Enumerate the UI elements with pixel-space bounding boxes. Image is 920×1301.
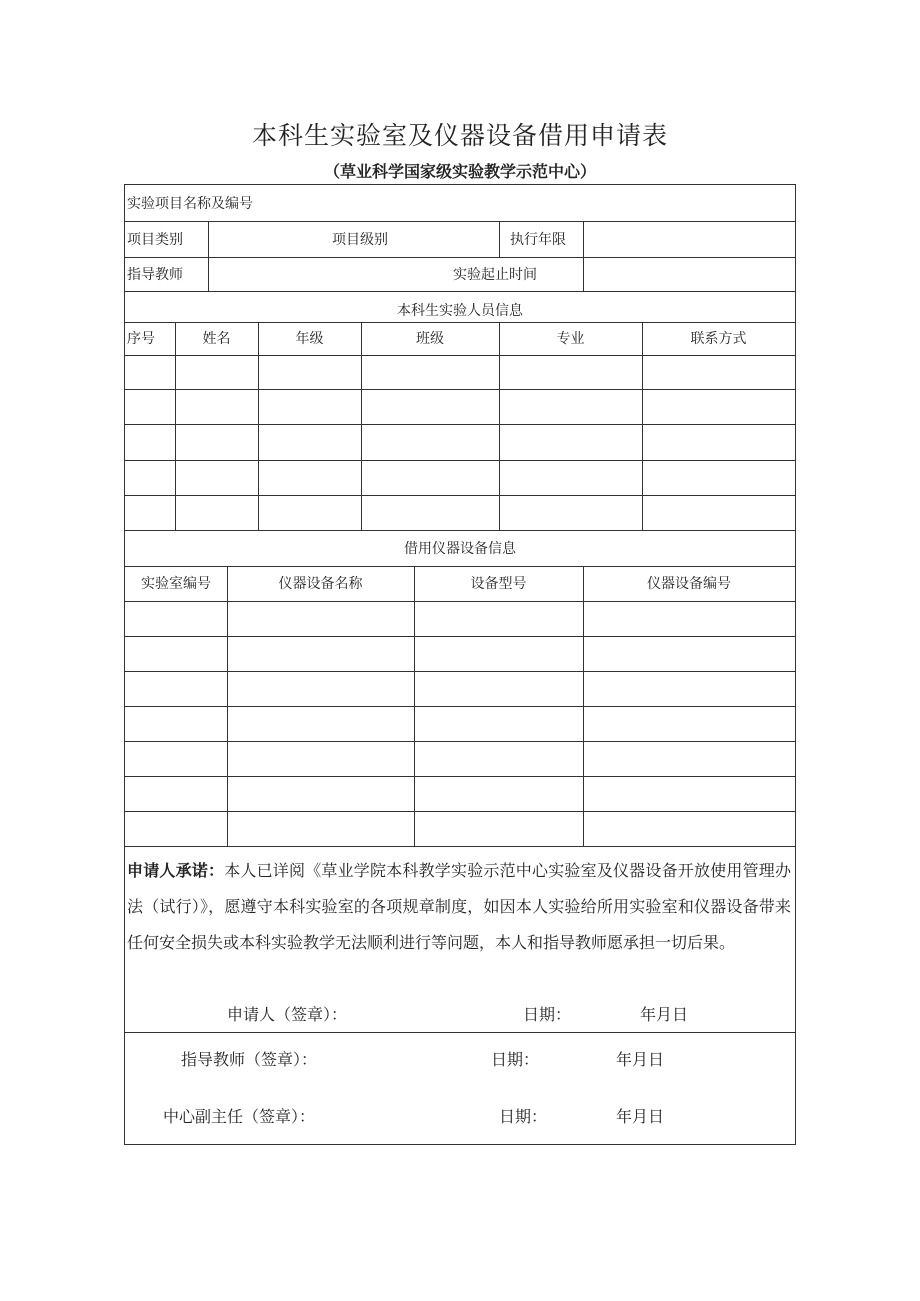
applicant-signature-label: 申请人（签章）： (227, 1005, 348, 1024)
student-header-index: 序号 (127, 331, 155, 347)
deputy-director-signature-label: 中心副主任（签章）： (163, 1107, 316, 1126)
row-divider (125, 811, 795, 812)
equipment-header-name: 仪器设备名称 (278, 576, 363, 592)
equipment-header-lab-no: 实验室编号 (141, 576, 211, 592)
col-divider (414, 566, 415, 846)
row-divider (125, 566, 795, 567)
advisor-label: 指导教师 (127, 267, 183, 283)
experiment-time-label: 实验起止时间 (453, 267, 537, 283)
advisor-signature-label: 指导教师（签章）： (181, 1050, 318, 1069)
execution-period-label: 执行年限 (510, 232, 566, 248)
applicant-pledge (127, 853, 791, 961)
row-divider (125, 460, 795, 461)
row-divider (125, 424, 795, 425)
equipment-header-model: 设备型号 (470, 576, 527, 592)
col-divider (208, 221, 209, 291)
applicant-date-label: 日期： (523, 1005, 572, 1024)
row-divider (125, 530, 795, 531)
row-divider (125, 495, 795, 496)
row-divider (125, 221, 795, 222)
col-divider (227, 566, 228, 846)
project-level-label: 项目级别 (332, 232, 388, 248)
student-header-name: 姓名 (202, 331, 231, 347)
advisor-date-label: 日期： (491, 1050, 540, 1069)
project-category-label: 项目类别 (127, 232, 183, 248)
col-divider (499, 221, 500, 257)
col-divider (175, 322, 176, 530)
row-divider (125, 257, 795, 258)
row-divider (125, 776, 795, 777)
form-title: 本科生实验室及仪器设备借用申请表 (251, 121, 668, 150)
application-form (124, 184, 796, 1145)
row-divider (125, 322, 795, 323)
col-divider (583, 566, 584, 846)
advisor-date-value: 年月日 (616, 1050, 665, 1069)
form-subtitle: （草业科学国家级实验教学示范中心） (323, 162, 596, 181)
equipment-header-serial: 仪器设备编号 (647, 576, 731, 592)
row-divider (125, 636, 795, 637)
row-divider (125, 389, 795, 390)
project-name-label: 实验项目名称及编号 (127, 196, 253, 212)
row-divider (125, 355, 795, 356)
student-section-title: 本科生实验人员信息 (397, 303, 523, 319)
deputy-director-date-label: 日期： (499, 1107, 548, 1126)
applicant-date-value: 年月日 (640, 1005, 689, 1024)
col-divider (583, 221, 584, 291)
row-divider (125, 846, 795, 847)
pledge-label: 申请人承诺： (127, 861, 225, 880)
col-divider (499, 322, 500, 530)
row-divider (125, 706, 795, 707)
col-divider (642, 322, 643, 530)
student-header-grade: 年级 (295, 331, 324, 347)
equipment-section-title: 借用仪器设备信息 (404, 541, 516, 557)
student-header-class: 班级 (416, 331, 444, 347)
row-divider (125, 741, 795, 742)
student-header-major: 专业 (556, 331, 585, 347)
col-divider (258, 322, 259, 530)
row-divider (125, 1032, 795, 1033)
col-divider (361, 322, 362, 530)
row-divider (125, 601, 795, 602)
row-divider (125, 291, 795, 292)
row-divider (125, 671, 795, 672)
deputy-director-date-value: 年月日 (616, 1107, 665, 1126)
student-header-contact: 联系方式 (690, 331, 747, 347)
pledge-text: 本人已详阅《草业学院本科教学实验示范中心实验室及仪器设备开放使用管理办法（试行）》，愿遵守本科实验室的各项规章制度，如因本人实验给所用实验室和仪器设备带来任何安全损失或本科实验教学无法顺利进行等问题，本人和指导教师愿承担一切后果。 (127, 861, 791, 952)
